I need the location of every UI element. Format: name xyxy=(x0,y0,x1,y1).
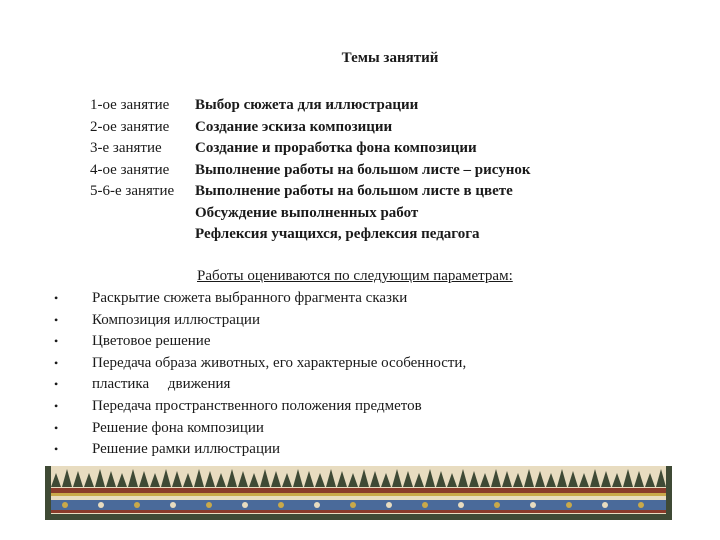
session-list xyxy=(90,95,650,246)
criteria-item xyxy=(52,331,652,353)
criteria-text: пластика движения xyxy=(92,376,231,393)
session-day xyxy=(90,224,195,246)
session-topic: Выполнение работы на большом листе в цвете xyxy=(195,183,513,199)
bullet-icon: • xyxy=(54,442,59,457)
criteria-list xyxy=(52,288,652,461)
session-topic: Рефлексия учащихся, рефлексия педагога xyxy=(195,226,480,242)
session-topic: Выбор сюжета для иллюстрации xyxy=(195,97,419,113)
bullet-icon: • xyxy=(54,334,59,349)
criteria-item xyxy=(52,288,652,310)
session-day xyxy=(90,203,195,225)
slide-title: Темы занятий xyxy=(341,50,439,66)
criteria-heading: Работы оцениваются по следующим параметрам: xyxy=(197,268,513,284)
session-row xyxy=(90,160,650,182)
session-topic: Создание и проработка фона композиции xyxy=(195,140,477,156)
session-topic: Создание эскиза композиции xyxy=(195,118,393,135)
bullet-icon: • xyxy=(54,312,59,327)
session-day: 2-ое занятие xyxy=(90,118,170,135)
criteria-text: Раскрытие сюжета выбранного фрагмента сказки xyxy=(92,290,408,306)
bullet-icon: • xyxy=(54,291,59,305)
session-row xyxy=(90,203,650,225)
bullet-icon: • xyxy=(54,420,59,435)
session-topic: Выполнение работы на большом листе – рисунок xyxy=(195,161,531,178)
criteria-text: Передача пространственного положения предметов xyxy=(92,397,422,414)
session-row xyxy=(90,117,650,139)
criteria-item xyxy=(52,374,652,396)
session-day: 4-ое занятие xyxy=(90,161,170,178)
criteria-text: Решение фона композиции xyxy=(92,419,264,436)
session-row xyxy=(90,224,650,246)
folk-ornament-border xyxy=(45,466,672,520)
criteria-text: Передача образа животных, его характерные особенности, xyxy=(92,354,467,371)
session-day: 1-ое занятие xyxy=(90,97,170,113)
session-row xyxy=(90,138,650,160)
criteria-text: Цветовое решение xyxy=(92,333,211,350)
session-row xyxy=(90,181,650,203)
criteria-item xyxy=(52,396,652,418)
criteria-text: Решение рамки иллюстрации xyxy=(92,441,281,458)
session-day: 5-6-е занятие xyxy=(90,183,175,199)
bullet-icon: • xyxy=(54,377,59,392)
session-day: 3-е занятие xyxy=(90,140,162,156)
session-topic: Обсуждение выполненных работ xyxy=(195,204,419,221)
bullet-icon: • xyxy=(54,398,59,413)
criteria-text: Композиция иллюстрации xyxy=(92,311,260,328)
criteria-item xyxy=(52,418,652,440)
session-row xyxy=(90,95,650,117)
criteria-item xyxy=(52,353,652,375)
criteria-item xyxy=(52,439,652,461)
criteria-item xyxy=(52,310,652,332)
bullet-icon: • xyxy=(54,355,59,370)
